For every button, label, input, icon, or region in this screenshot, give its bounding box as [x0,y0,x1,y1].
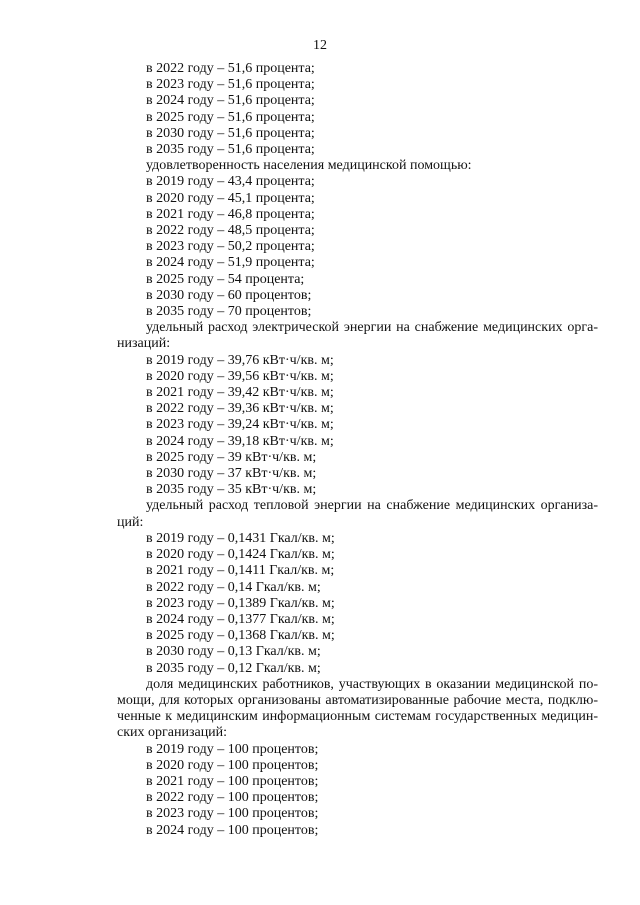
list-line: в 2024 году – 39,18 кВт·ч/кв. м; [146,433,334,449]
list-line: в 2025 году – 39 кВт·ч/кв. м; [146,449,317,465]
page-number: 12 [313,38,327,53]
list-line: в 2020 году – 0,1424 Гкал/кв. м; [146,547,335,563]
list-line: в 2022 году – 39,36 кВт·ч/кв. м; [146,401,334,417]
list-line: в 2019 году – 100 процентов; [146,741,319,757]
list-line: в 2021 году – 46,8 процента; [146,206,315,222]
body-paragraph: доля медицинских работников, участвующих в оказании медицинской по-мощи, для которых организованы автоматизированные рабочие места, подклю-ченные к медицинским информационным системам государственных медицин-ских организаций: [117,676,598,741]
list-line: в 2022 году – 51,6 процента; [146,61,315,76]
list-line: в 2019 году – 0,1431 Гкал/кв. м; [146,530,335,546]
list-line: в 2025 году – 0,1368 Гкал/кв. м; [146,628,335,644]
list-line: в 2024 году – 0,1377 Гкал/кв. м; [146,611,335,627]
list-line: в 2020 году – 39,56 кВт·ч/кв. м; [146,368,334,384]
document-body [117,61,598,839]
list-line: в 2030 году – 51,6 процента; [146,125,315,141]
list-line: в 2022 году – 100 процентов; [146,790,319,806]
list-line: в 2021 году – 39,42 кВт·ч/кв. м; [146,385,334,401]
list-line: в 2021 году – 100 процентов; [146,773,319,789]
list-line: в 2025 году – 51,6 процента; [146,109,315,125]
list-line: в 2019 году – 39,76 кВт·ч/кв. м; [146,352,334,368]
list-line: в 2023 году – 39,24 кВт·ч/кв. м; [146,417,334,433]
list-line: в 2035 году – 51,6 процента; [146,142,315,158]
list-line: в 2020 году – 100 процентов; [146,757,319,773]
list-line: в 2024 году – 100 процентов; [146,822,319,838]
list-line: в 2022 году – 0,14 Гкал/кв. м; [146,579,321,595]
list-line: в 2030 году – 37 кВт·ч/кв. м; [146,466,317,482]
body-paragraph: удельный расход тепловой энергии на снабжение медицинских организа-ций: [117,498,598,530]
list-line: в 2023 году – 51,6 процента; [146,77,315,93]
list-line: в 2023 году – 50,2 процента; [146,239,315,255]
list-line: в 2023 году – 0,1389 Гкал/кв. м; [146,595,335,611]
list-line: в 2035 году – 70 процентов; [146,304,312,320]
list-line: в 2023 году – 100 процентов; [146,806,319,822]
list-line: в 2024 году – 51,6 процента; [146,93,315,109]
list-line: в 2025 году – 54 процента; [146,271,305,287]
list-line: в 2035 году – 0,12 Гкал/кв. м; [146,660,321,676]
list-line: в 2020 году – 45,1 процента; [146,190,315,206]
list-line: в 2019 году – 43,4 процента; [146,174,315,190]
list-line: в 2024 году – 51,9 процента; [146,255,315,271]
list-line: в 2022 году – 48,5 процента; [146,223,315,239]
list-line: удовлетворенность населения медицинской помощью: [146,158,472,174]
list-line: в 2021 году – 0,1411 Гкал/кв. м; [146,563,335,579]
list-line: в 2030 году – 60 процентов; [146,287,312,303]
list-line: в 2030 году – 0,13 Гкал/кв. м; [146,644,321,660]
list-line: в 2035 году – 35 кВт·ч/кв. м; [146,482,317,498]
body-paragraph: удельный расход электрической энергии на снабжение медицинских орга-низаций: [117,320,598,352]
